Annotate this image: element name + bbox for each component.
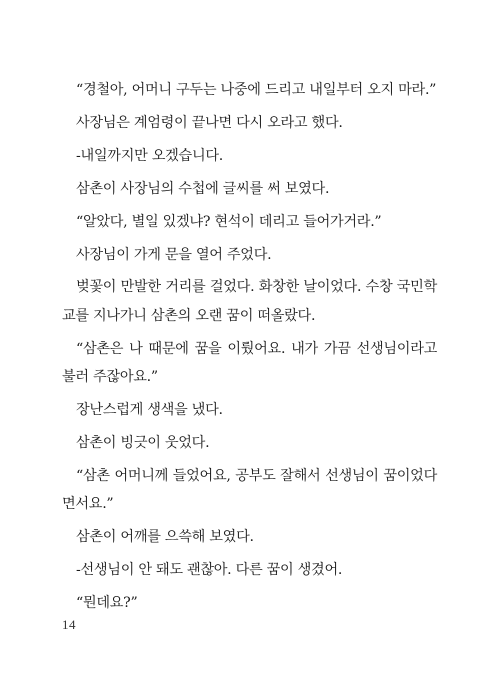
- paragraph: 삼촌이 사장님의 수첩에 글씨를 써 보였다.: [76, 180, 330, 197]
- paragraph: “삼촌 어머니께 들었어요, 공부도 잘해서 선생님이 꿈이었다면서요.”: [62, 467, 437, 513]
- paragraph: 삼촌이 빙긋이 웃었다.: [76, 434, 210, 451]
- paragraph: 벚꽃이 만발한 거리를 걸었다. 화창한 날이었다. 수창 국민학교를 지나가니 삼촌의 오랜 꿈이 떠올랐다.: [62, 279, 437, 324]
- paragraph: 장난스럽게 생색을 냈다.: [76, 402, 223, 419]
- page-number: 14: [62, 617, 76, 632]
- paragraph: 삼촌이 어깨를 으쓱해 보였다.: [76, 529, 254, 546]
- paragraph: “알았다, 별일 있겠냐? 현석이 데리고 들어가거라.”: [76, 213, 382, 230]
- paragraph: -내일까지만 오겠습니다.: [76, 147, 223, 164]
- paragraph: 사장님은 계엄령이 끝나면 다시 오라고 했다.: [76, 114, 343, 131]
- paragraph: -선생님이 안 돼도 괜찮아. 다른 꿈이 생겼어.: [76, 562, 343, 579]
- paragraph: 사장님이 가게 문을 열어 주었다.: [76, 246, 272, 263]
- paragraph: “뭔데요?”: [76, 595, 138, 611]
- paragraph: “삼촌은 나 때문에 꿈을 이뤘어요. 내가 가끔 선생님이라고 불러 주잖아요.”: [62, 340, 437, 386]
- paragraph: “경철아, 어머니 구두는 나중에 드리고 내일부터 오지 마라.”: [76, 82, 437, 98]
- body-text: [62, 76, 437, 622]
